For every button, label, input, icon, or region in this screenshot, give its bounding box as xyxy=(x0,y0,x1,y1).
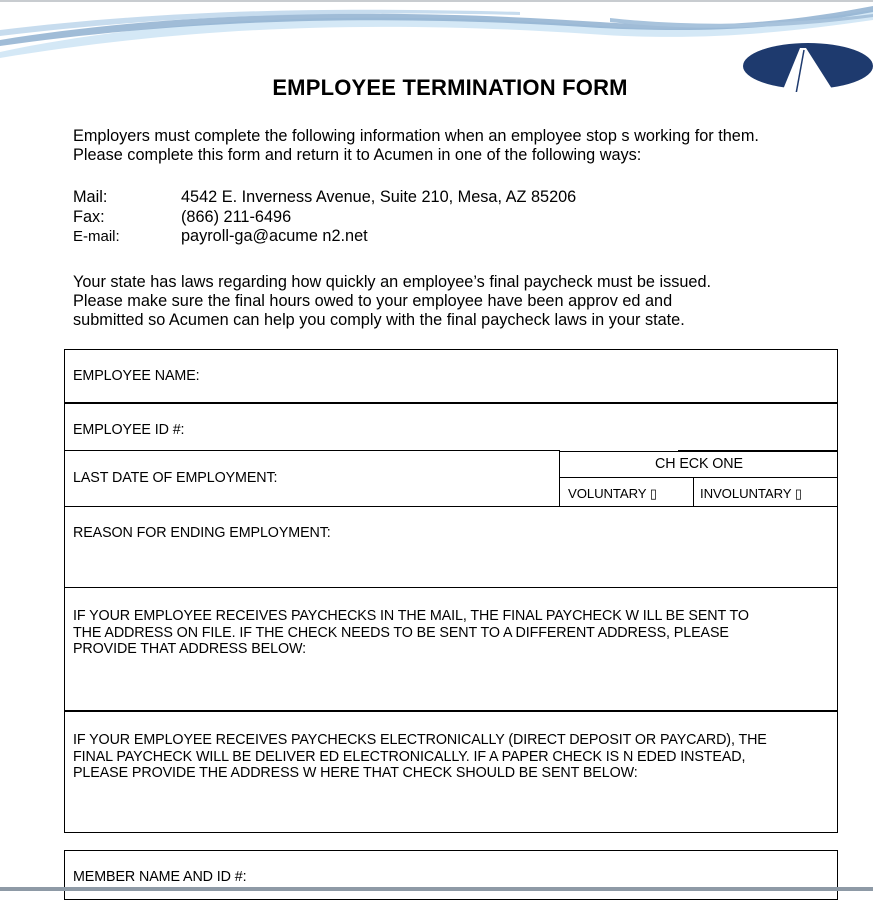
intro-line: Employers must complete the following information when an employee stop s working for them. xyxy=(73,127,759,145)
employee-name-label: EMPLOYEE NAME: xyxy=(73,368,200,384)
voluntary-option[interactable] xyxy=(568,486,657,503)
notice-line: submitted so Acumen can help you comply with the final paycheck laws in your state. xyxy=(73,311,685,329)
row-divider xyxy=(560,477,838,478)
state-law-notice xyxy=(73,273,711,330)
member-name-id-label: MEMBER NAME AND ID #: xyxy=(73,869,247,885)
employee-id-field[interactable] xyxy=(200,412,830,446)
voluntary-checkbox-icon[interactable]: ▯ xyxy=(649,486,657,501)
row-divider xyxy=(64,402,838,404)
row-divider xyxy=(64,450,560,451)
last-date-field[interactable] xyxy=(300,458,550,498)
instruction-line: FINAL PAYCHECK WILL BE DELIVER ED ELECTRONICALLY. IF A PAPER CHECK IS N EDED INSTEAD, xyxy=(73,748,746,765)
contact-mail-row xyxy=(73,188,576,208)
row-divider xyxy=(560,451,678,452)
row-divider xyxy=(678,450,838,452)
bottom-edge xyxy=(0,887,873,891)
contact-info xyxy=(73,188,576,247)
involuntary-option[interactable] xyxy=(700,486,802,503)
contact-email-row xyxy=(73,227,576,247)
contact-fax-row xyxy=(73,208,576,228)
notice-line: Your state has laws regarding how quickly an employee’s final paycheck must be issued. xyxy=(73,273,712,291)
instruction-line: PLEASE PROVIDE THE ADDRESS W HERE THAT CHECK SHOULD BE SENT BELOW: xyxy=(73,765,638,781)
voluntary-label: VOLUNTARY xyxy=(568,486,647,501)
reason-label: REASON FOR ENDING EMPLOYMENT: xyxy=(73,525,331,541)
involuntary-checkbox-icon[interactable]: ▯ xyxy=(794,486,802,501)
last-date-label: LAST DATE OF EMPLOYMENT: xyxy=(73,470,278,486)
instruction-line: PROVIDE THAT ADDRESS BELOW: xyxy=(73,641,306,657)
employee-id-label: EMPLOYEE ID #: xyxy=(73,422,185,438)
intro-text xyxy=(73,127,759,165)
row-divider xyxy=(64,587,838,588)
email-label: E-mail: xyxy=(73,228,120,245)
mail-paycheck-instructions xyxy=(73,608,749,658)
instruction-line: IF YOUR EMPLOYEE RECEIVES PAYCHECKS IN THE MAIL, THE FINAL PAYCHECK W ILL BE SENT TO xyxy=(73,608,749,624)
notice-line: Please make sure the final hours owed to your employee have been approv ed and xyxy=(73,292,673,310)
email-address[interactable]: payroll-ga@acume n2.net xyxy=(181,227,368,245)
alternate-mail-address-field[interactable] xyxy=(73,660,828,705)
instruction-line: THE ADDRESS ON FILE. IF THE CHECK NEEDS TO BE SENT TO A DIFFERENT ADDRESS, PLEASE xyxy=(73,624,729,641)
row-divider xyxy=(64,506,838,507)
intro-line: Please complete this form and return it to Acumen in one of the following ways: xyxy=(73,146,642,164)
paper-check-address-field[interactable] xyxy=(73,784,828,828)
check-one-label: CH ECK ONE xyxy=(655,456,743,472)
mail-address: 4542 E. Inverness Avenue, Suite 210, Mesa, AZ 85206 xyxy=(181,188,577,206)
fax-label: Fax: xyxy=(73,207,105,226)
reason-field[interactable] xyxy=(73,545,828,581)
mail-label: Mail: xyxy=(73,188,108,206)
fax-number: (866) 211-6496 xyxy=(181,207,292,226)
row-divider xyxy=(64,710,838,712)
electronic-paycheck-instructions xyxy=(73,732,767,782)
involuntary-label: INVOLUNTARY xyxy=(700,486,792,501)
employee-name-field[interactable] xyxy=(210,360,830,396)
page-title: EMPLOYEE TERMINATION FORM xyxy=(272,75,628,100)
instruction-line: IF YOUR EMPLOYEE RECEIVES PAYCHECKS ELECTRONICALLY (DIRECT DEPOSIT OR PAYCARD), THE xyxy=(73,732,767,748)
column-divider xyxy=(693,477,694,506)
